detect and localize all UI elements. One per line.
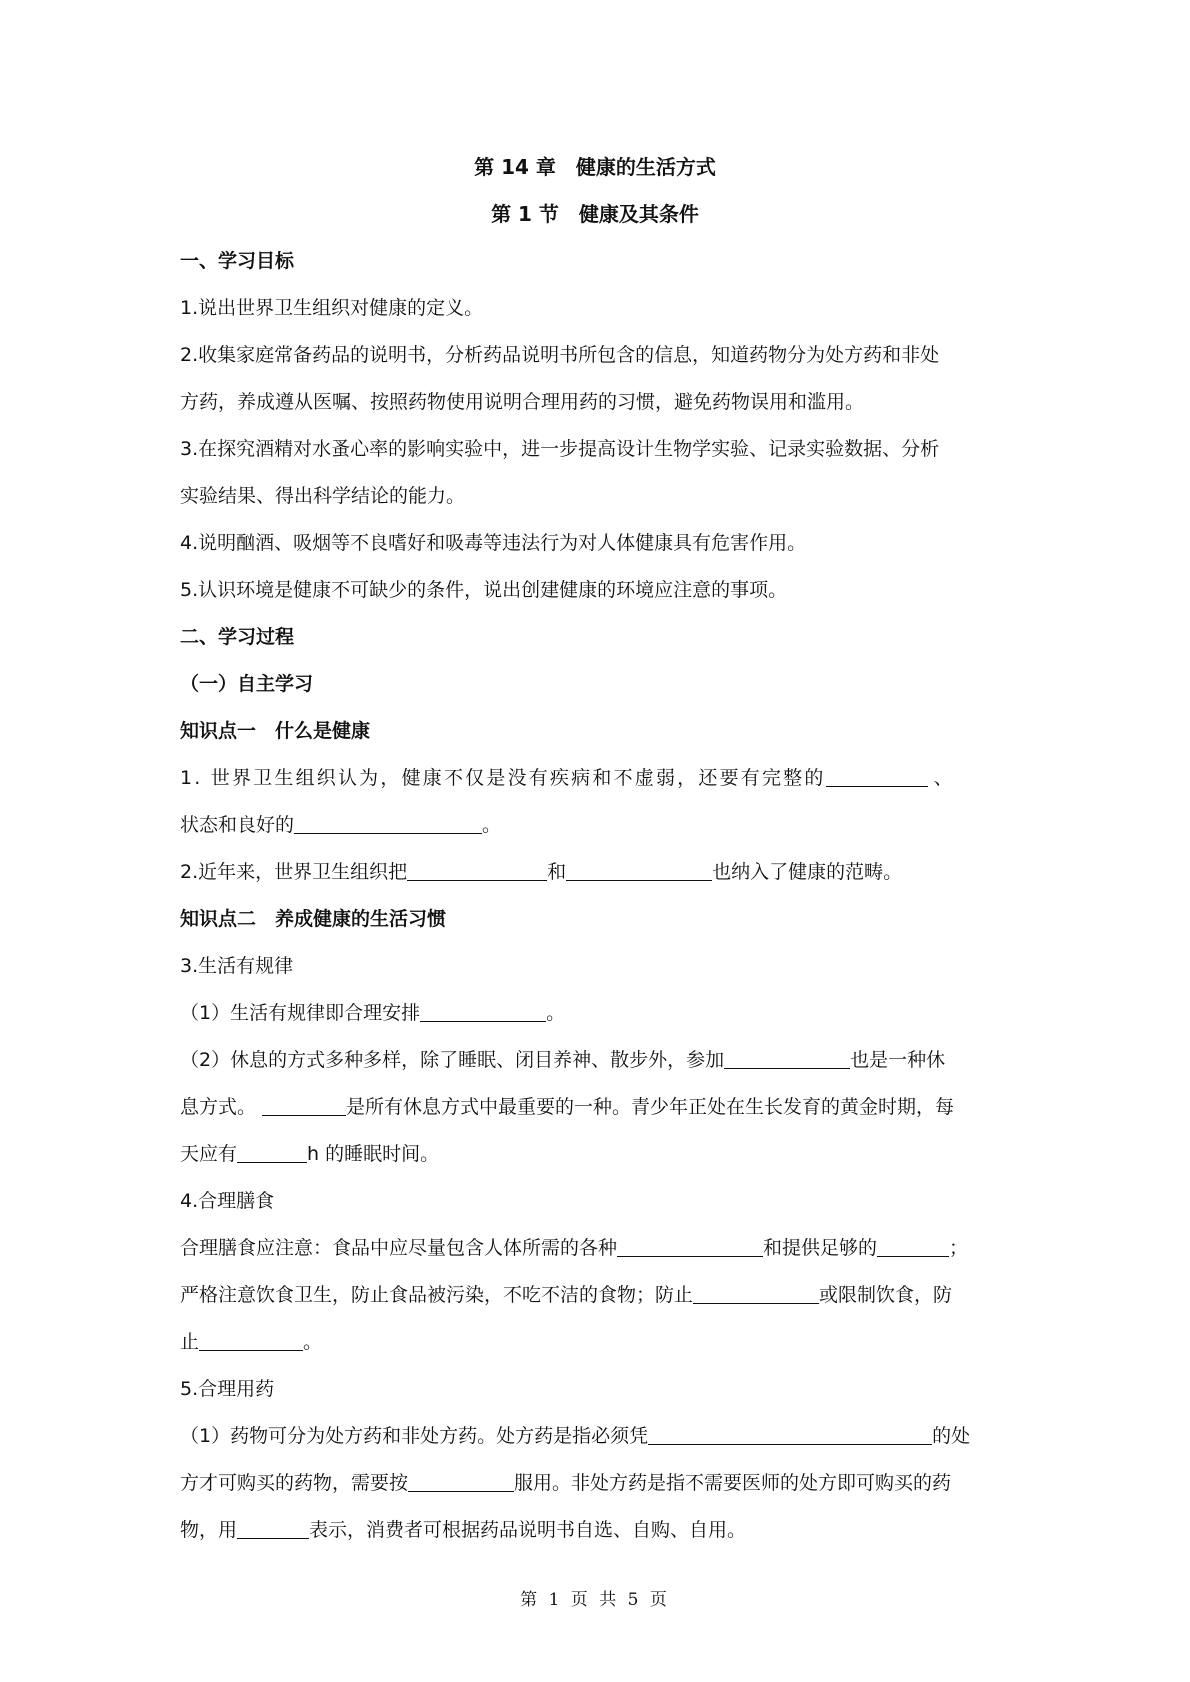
answer-blank[interactable] [262,1093,346,1116]
question-text: （1）生活有规律即合理安排 [180,1002,421,1024]
answer-blank[interactable] [237,1516,309,1539]
process-subheading: （一）自主学习 [180,673,314,695]
question-text: 息方式。 [180,1096,257,1118]
kp2-question-4-line3 [180,1327,1010,1357]
question-text: 严格注意饮食卫生，防止食品被污染，不吃不洁的食物；防止 [180,1284,694,1306]
objective-item-3-line1: 3.在探究酒精对水蚤心率的影响实验中，进一步提高设计生物学实验、记录实验数据、分析 [180,438,940,460]
question-text: 表示，消费者可根据药品说明书自选、自购、自用。 [309,1519,747,1541]
kp2-question-5: 5.合理用药 [180,1378,275,1400]
question-text: 和提供足够的 [763,1237,878,1259]
answer-blank[interactable] [693,1281,819,1304]
kp2-question-3-2-line2 [180,1092,1010,1122]
question-text: h 的睡眠时间。 [307,1143,440,1165]
kp1-question-2 [180,857,1010,887]
kp1-question-1-line2 [180,810,1010,840]
kp2-question-4-line1 [180,1233,1010,1263]
objectives-heading: 一、学习目标 [180,250,295,272]
objective-item-5: 5.认识环境是健康不可缺少的条件，说出创建健康的环境应注意的事项。 [180,579,788,601]
question-text: 止 [180,1331,200,1353]
answer-blank[interactable] [294,811,482,834]
kp2-heading: 知识点二 养成健康的生活习惯 [180,908,447,930]
question-text: 的处 [932,1425,971,1447]
answer-blank[interactable] [648,1422,932,1445]
answer-blank[interactable] [420,999,546,1022]
question-text: 和 [547,861,567,883]
question-text: 服用。非处方药是指不需要医师的处方即可购买的药 [514,1472,952,1494]
question-text: 天应有 [180,1143,238,1165]
question-text: 2.近年来，世界卫生组织把 [180,861,408,883]
objective-item-4: 4.说明酗酒、吸烟等不良嗜好和吸毒等违法行为对人体健康具有危害作用。 [180,532,807,554]
answer-blank[interactable] [408,1469,514,1492]
process-heading: 二、学习过程 [180,626,295,648]
question-text: 。 [303,1331,323,1353]
answer-blank[interactable] [724,1046,850,1069]
question-text: 、 [933,767,953,789]
kp2-question-5-1-line1 [180,1421,1010,1451]
question-text: 1. 世界卫生组织认为，健康不仅是没有疾病和不虚弱，还要有完整的 [180,767,826,789]
question-text: 。 [482,814,502,836]
question-text: 物，用 [180,1519,238,1541]
answer-blank[interactable] [237,1140,307,1163]
question-text: ； [949,1237,969,1259]
question-text: 方才可购买的药物，需要按 [180,1472,409,1494]
chapter-title: 第 14 章 健康的生活方式 [474,155,716,179]
kp2-question-5-1-line2 [180,1468,1010,1498]
kp1-heading: 知识点一 什么是健康 [180,720,371,742]
answer-blank[interactable] [877,1234,949,1257]
question-text: 是所有休息方式中最重要的一种。青少年正处在生长发育的黄金时期，每 [346,1096,955,1118]
section-title: 第 1 节 健康及其条件 [491,202,699,226]
question-text: 合理膳食应注意：食品中应尽量包含人体所需的各种 [180,1237,618,1259]
kp2-question-3: 3.生活有规律 [180,955,294,977]
page-number: 第 1 页 共 5 页 [520,1590,670,1610]
kp2-question-3-1 [180,998,1010,1028]
question-text: 。 [546,1002,566,1024]
answer-blank[interactable] [826,764,928,787]
question-text: 或限制饮食，防 [819,1284,953,1306]
answer-blank[interactable] [407,858,547,881]
kp2-question-5-1-line3 [180,1515,1010,1545]
kp2-question-3-2-line3 [180,1139,1010,1169]
answer-blank[interactable] [199,1328,303,1351]
kp2-question-3-2-line1 [180,1045,1010,1075]
question-text: 状态和良好的 [180,814,295,836]
kp2-question-4: 4.合理膳食 [180,1190,275,1212]
objective-item-2-line1: 2.收集家庭常备药品的说明书，分析药品说明书所包含的信息，知道药物分为处方药和非处 [180,344,940,366]
kp1-question-1-line1 [180,763,1010,793]
kp2-question-4-line2 [180,1280,1010,1310]
question-text: （1）药物可分为处方药和非处方药。处方药是指必须凭 [180,1425,649,1447]
answer-blank[interactable] [566,858,712,881]
objective-item-3-line2: 实验结果、得出科学结论的能力。 [180,485,466,507]
objective-item-1: 1.说出世界卫生组织对健康的定义。 [180,297,484,319]
question-text: （2）休息的方式多种多样，除了睡眠、闭目养神、散步外，参加 [180,1049,725,1071]
objective-item-2-line2: 方药，养成遵从医嘱、按照药物使用说明合理用药的习惯，避免药物误用和滥用。 [180,391,865,413]
answer-blank[interactable] [617,1234,763,1257]
question-text: 也是一种休 [850,1049,946,1071]
question-text: 也纳入了健康的范畴。 [712,861,903,883]
